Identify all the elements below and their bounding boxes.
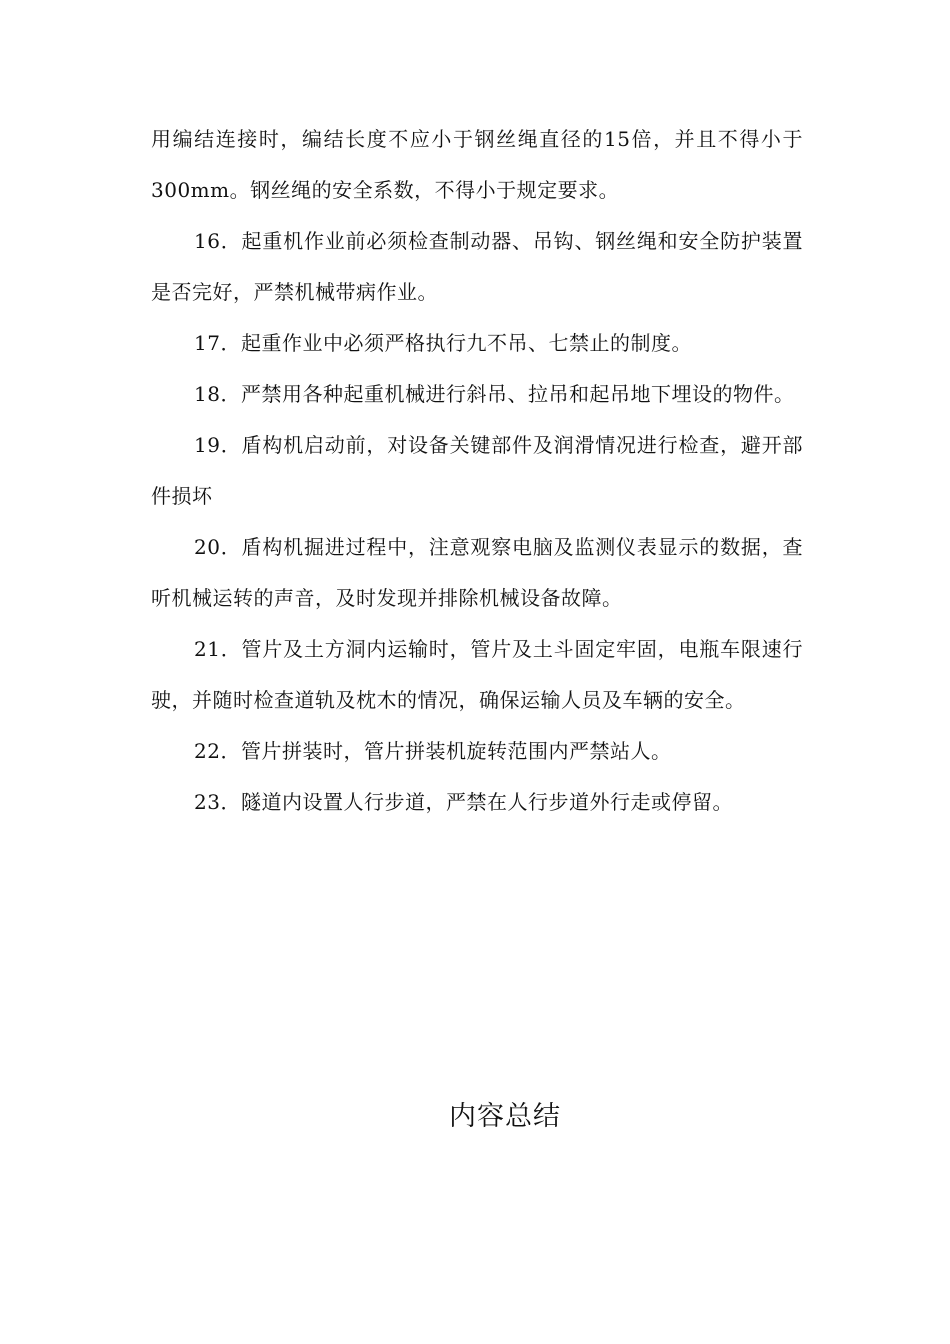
paragraph-continuation: 用编结连接时，编结长度不应小于钢丝绳直径的15倍，并且不得小于300mm。钢丝绳的安全系数，不得小于规定要求。 — [151, 127, 803, 202]
document-body — [151, 114, 803, 828]
paragraph-item-17: 17．起重作业中必须严格执行九不吊、七禁止的制度。 — [194, 331, 692, 355]
paragraph-item-16: 16．起重机作业前必须检查制动器、吊钩、钢丝绳和安全防护装置是否完好，严禁机械带病作业。 — [151, 229, 803, 304]
paragraph-item-20: 20．盾构机掘进过程中，注意观察电脑及监测仪表显示的数据，查听机械运转的声音，及时发现并排除机械设备故障。 — [151, 535, 803, 610]
paragraph-item-18: 18．严禁用各种起重机械进行斜吊、拉吊和起吊地下埋设的物件。 — [194, 382, 795, 406]
paragraph-item-23: 23．隧道内设置人行步道，严禁在人行步道外行走或停留。 — [194, 790, 733, 814]
paragraph-item-21: 21．管片及土方洞内运输时，管片及土斗固定牢固，电瓶车限速行驶，并随时检查道轨及枕木的情况，确保运输人员及车辆的安全。 — [151, 637, 803, 712]
summary-heading: 内容总结 — [449, 1101, 561, 1132]
paragraph-item-19: 19．盾构机启动前，对设备关键部件及润滑情况进行检查，避开部件损坏 — [151, 433, 803, 508]
paragraph-item-22: 22．管片拼装时，管片拼装机旋转范围内严禁站人。 — [194, 739, 672, 763]
